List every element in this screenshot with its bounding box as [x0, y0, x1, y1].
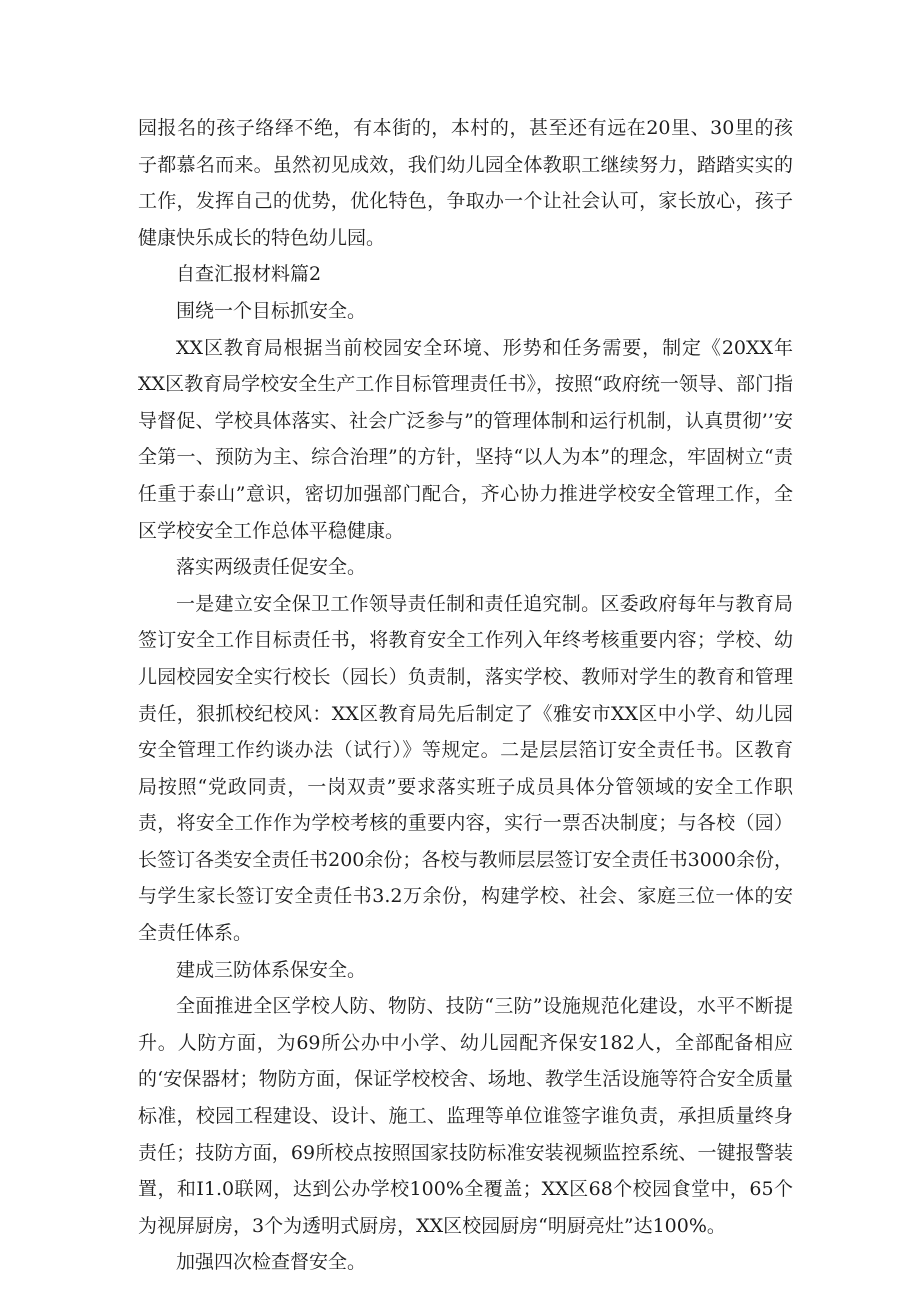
paragraph-three-defenses: 全面推进全区学校人防、物防、技防“三防”设施规范化建设，水平不断提升。人防方面，为69所公办中小学、幼儿园配齐保安182人，全部配备相应的‘安保器材；物防方面，保证学校校舍、场地、教学生活设施等符合安全质量标准，校园工程建设、设计、施工、监理等单位谁签字谁负责，承担质量终身责任；技防方面，69所校点按照国家技防标准安装视频监控系统、一键报警装置，和I1.0联网，达到公办学校100%全覆盖；XX区68个校园食堂中，65个为视屏厨房，3个为透明式厨房，XX区校园厨房“明厨亮灶”达100%。: [138, 995, 793, 1237]
section-title: 自查汇报材料篇2: [176, 263, 322, 286]
subheading-four-inspections: 加强四次检查督安全。: [176, 1251, 367, 1274]
subheading-three-defenses: 建成三防体系保安全。: [176, 958, 367, 981]
document-body: [138, 110, 793, 1281]
subheading-two-responsibilities: 落实两级责任促安全。: [176, 556, 367, 579]
paragraph-one-goal: XX区教育局根据当前校园安全环境、形势和任务需要，制定《20XX年XX区教育局学校安全生产工作目标管理责任书》，按照“政府统一领导、部门指导督促、学校具体落实、社会广泛参与”的管理体制和运行机制，认真贯彻’’安全第一、预防为主、综合治理”的方针，坚持“以人为本”的理念，牢固树立“责任重于泰山”意识，密切加强部门配合，齐心协力推进学校安全管理工作，全区学校安全工作总体平稳健康。: [138, 336, 793, 542]
subheading-one-goal: 围绕一个目标抓安全。: [176, 299, 367, 322]
paragraph-kindergarten-conclusion: 园报名的孩子络绎不绝，有本街的，本村的，甚至还有远在20里、30里的孩子都慕名而来。虽然初见成效，我们幼儿园全体教职工继续努力，踏踏实实的工作，发挥自己的优势，优化特色，争取办一个让社会认可，家长放心，孩子健康快乐成长的特色幼儿园。: [138, 117, 793, 249]
paragraph-two-responsibilities: 一是建立安全保卫工作领导责任制和责任追究制。区委政府每年与教育局签订安全工作目标责任书，将教育安全工作列入年终考核重要内容；学校、幼儿园校园安全实行校长（园长）负责制，落实学校、教师对学生的教育和管理责任，狠抓校纪校风：XX区教育局先后制定了《雅安市XX区中小学、幼儿园安全管理工作约谈办法（试行）》等规定。二是层层箔订安全责任书。区教育局按照“党政同责，一岗双责”要求落实班子成员具体分管领域的安全工作职责，将安全工作作为学校考核的重要内容，实行一票否决制度；与各校（园）长签订各类安全责任书200余份；各校与教师层层签订安全责任书3000余份，与学生家长签订安全责任书3.2万余份，构建学校、社会、家庭三位一体的安全责任体系。: [138, 592, 793, 945]
